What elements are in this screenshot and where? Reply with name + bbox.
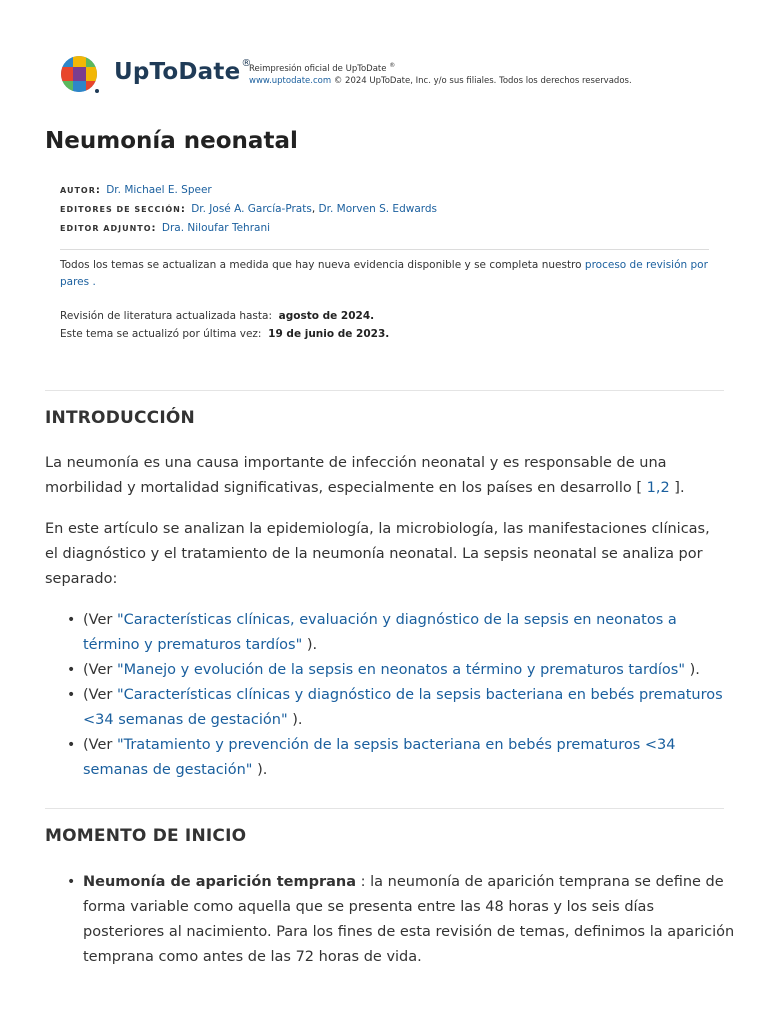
topic-link[interactable]: "Características clínicas y diagnóstico de la sepsis bacteriana en bebés prematuros <34 semanas de gestación": [83, 687, 723, 728]
reprint-notice: Reimpresión oficial de UpToDate ® www.uptodate.com © 2024 UpToDate, Inc. y/o sus filiales. Todos los derechos reservados.: [249, 62, 632, 86]
uptodate-logo-icon[interactable]: [60, 54, 100, 94]
section-editor-link[interactable]: Dr. José A. García-Prats: [191, 203, 312, 215]
deputy-editor-link[interactable]: Dra. Niloufar Tehrani: [161, 222, 271, 234]
author-row: AUTOR: Dr. Michael E. Speer: [60, 184, 212, 196]
onset-list: [45, 870, 735, 970]
update-dates: Revisión de literatura actualizada hasta: agosto de 2024. Este tema se actualizó por última vez: 19 de junio de 2023.: [60, 310, 390, 340]
divider: [60, 249, 709, 250]
page-title: Neumonía neonatal: [45, 128, 298, 154]
deputy-editor-row: EDITOR ADJUNTO: Dra. Niloufar Tehrani: [60, 222, 271, 234]
update-notice: Todos los temas se actualizan a medida que hay nueva evidencia disponible y se completa nuestro proceso de revisión por pares .: [60, 259, 708, 288]
onset-heading: MOMENTO DE INICIO: [45, 826, 247, 846]
site-link[interactable]: www.uptodate.com: [249, 75, 332, 86]
intro-paragraph-2: En este artículo se analizan la epidemiología, la microbiología, las manifestaciones clínicas, el diagnóstico y el tratamiento de la neumonía neonatal. La sepsis neonatal se analiza por separado:: [45, 521, 710, 587]
brand-name: UpToDate®: [114, 58, 252, 85]
topic-link[interactable]: "Características clínicas, evaluación y diagnóstico de la sepsis en neonatos a término y prematuros tardíos": [83, 612, 677, 653]
section-editors-row: EDITORES DE SECCIÓN: Dr. José A. García-Prats, Dr. Morven S. Edwards: [60, 203, 438, 215]
intro-paragraph-1: La neumonía es una causa importante de infección neonatal y es responsable de una morbilidad y mortalidad significativas, especialmente en los países en desarrollo [ 1,2 ].: [45, 455, 685, 496]
list-item: • (Ver "Manejo y evolución de la sepsis en neonatos a término y prematuros tardíos" ).: [67, 662, 700, 678]
section-editor-link[interactable]: Dr. Morven S. Edwards: [318, 203, 438, 215]
see-also-list: [45, 608, 735, 783]
reference-link[interactable]: 1,2: [646, 480, 670, 496]
peer-review-link[interactable]: proceso de revisión por pares .: [60, 259, 708, 288]
intro-heading: INTRODUCCIÓN: [45, 408, 195, 428]
topic-link[interactable]: "Tratamiento y prevención de la sepsis bacteriana en bebés prematuros <34 semanas de gestación": [83, 737, 676, 778]
list-item: • (Ver "Características clínicas, evaluación y diagnóstico de la sepsis en neonatos a término y prematuros tardíos" ).: [67, 612, 677, 653]
list-item: • (Ver "Características clínicas y diagnóstico de la sepsis bacteriana en bebés prematuros <34 semanas de gestación" ).: [67, 687, 723, 728]
header: [60, 52, 252, 96]
term: Neumonía de aparición temprana: [83, 874, 357, 890]
author-link[interactable]: Dr. Michael E. Speer: [106, 184, 212, 196]
list-item: • (Ver "Tratamiento y prevención de la sepsis bacteriana en bebés prematuros <34 semanas de gestación" ).: [67, 737, 676, 778]
divider: [45, 808, 724, 809]
divider: [45, 390, 724, 391]
list-item: • Neumonía de aparición temprana : la neumonía de aparición temprana se define de forma variable como aquella que se presenta entre las 48 horas y los seis días posteriores al nacimiento. Para los fines de esta revisión de temas, definimos la aparición temprana como antes de las 72 horas de vida.: [67, 874, 735, 965]
article-credits: [60, 181, 437, 238]
topic-link[interactable]: "Manejo y evolución de la sepsis en neonatos a término y prematuros tardíos": [116, 662, 686, 678]
